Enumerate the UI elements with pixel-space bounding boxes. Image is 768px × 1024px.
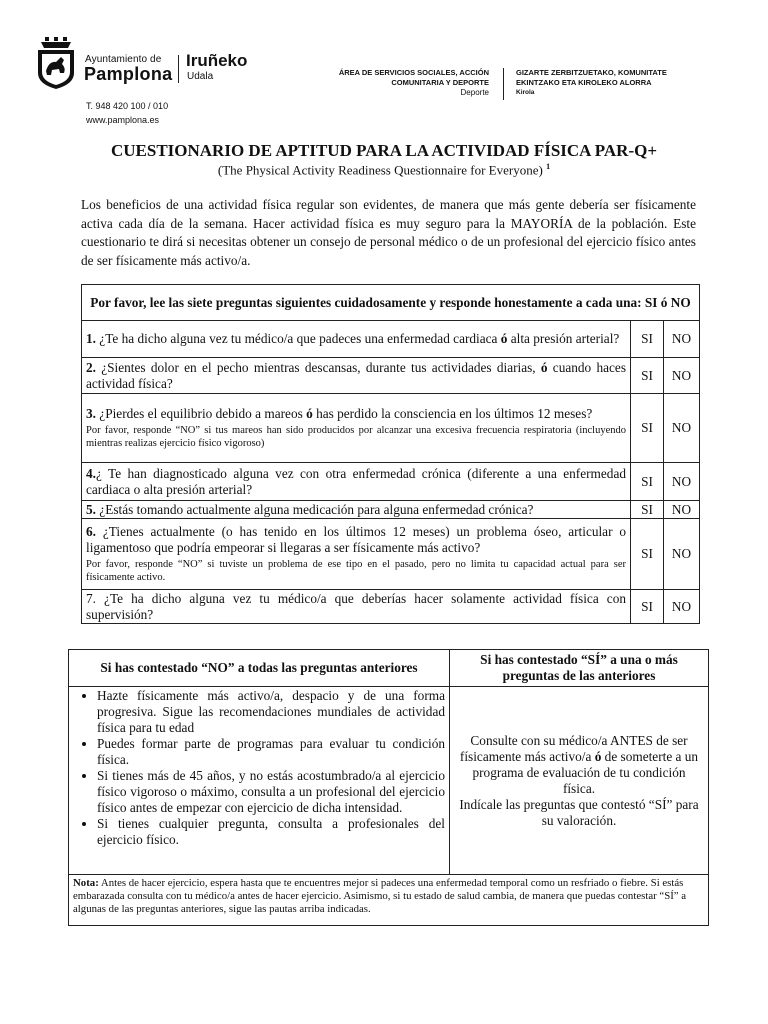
intro-paragraph: Los beneficios de una actividad física regular son evidentes, de manera que más gente debería ser físicamente activa cada día de la semana. Hacer actividad física es muy seguro para la MAYORÍA de la población. Este cuestionario te dirá si necesitas obtener un consejo de personal médico o de un profesional del ejercicio físico antes de ser físicamente más activo/a. [81, 197, 696, 268]
table-row [82, 501, 700, 519]
list-item: • Si tienes cualquier pregunta, consulta a profesionales del ejercicio físico. [97, 816, 445, 848]
logo-divider [178, 55, 179, 83]
area-es-sub: Deporte [460, 88, 489, 97]
recommendations-list [73, 688, 445, 848]
question-text [82, 519, 631, 590]
questions-header: Por favor, lee las siete preguntas siguientes cuidadosamente y responde honestamente a cada una: SI ó NO [82, 285, 700, 321]
answer-yes[interactable]: SI [631, 501, 664, 519]
question-text-a: ¿Pierdes el equilibrio debido a mareos [95, 406, 307, 421]
note-text: Antes de hacer ejercicio, espera hasta que te encuentres mejor si padeces una enfermedad temporal como un resfriado o fiebre. Si estás embarazada consulta con tu médico/a antes de hacer ejercicio. Asimismo, si tu estado de salud cambia, de manera que puedas contestar “SÍ” a algunas de las preguntas anteriores, sigue las pautas arriba indicadas. [73, 877, 687, 915]
website-link[interactable]: www.pamplona.es [86, 115, 160, 125]
question-number: 7. [86, 590, 96, 606]
question-text [82, 321, 631, 358]
answer-yes[interactable]: SI [631, 590, 664, 624]
answer-no[interactable]: NO [664, 358, 700, 394]
org-name-line1: Ayuntamiento de [85, 54, 162, 65]
table-row [82, 321, 700, 358]
answer-no[interactable]: NO [664, 321, 700, 358]
question-text [82, 358, 631, 394]
question-number: 3. [86, 406, 96, 421]
question-text-bold: ó [500, 331, 508, 346]
question-text-a: ¿Estás tomando actualmente alguna medicación para alguna enfermedad crónica? [95, 501, 534, 517]
list-item: • Puedes formar parte de programas para evaluar tu condición física. [97, 736, 445, 768]
table-row [82, 463, 700, 501]
org-name-line2: Pamplona [84, 64, 173, 84]
question-number: 4. [86, 465, 96, 481]
question-text-a: ¿Te ha dicho alguna vez tu médico/a que deberías hacer solamente actividad física con supervisión? [86, 590, 626, 622]
question-note: Por favor, responde “NO” si tus mareos han sido producidos por alcanzar una excesiva frecuencia respiratoria (incluyendo mientras realizas ejercicio físico vigoroso) [86, 425, 626, 449]
answer-no[interactable]: NO [664, 519, 700, 590]
advice-text-b: de someterte a un programa de evaluación de tu condición física. [472, 748, 699, 796]
question-note: Por favor, responde “NO” si tuviste un problema de ese tipo en el pasado, pero no limita tu capacidad actual para ser físicamente activo. [86, 559, 626, 583]
area-es-line2: COMUNITARIA Y DEPORTE [391, 78, 489, 87]
no-answers-header: Si has contestado “NO” a todas las preguntas anteriores [69, 650, 450, 687]
answer-no[interactable]: NO [664, 394, 700, 463]
answer-yes[interactable]: SI [631, 519, 664, 590]
letterhead [0, 0, 768, 140]
question-text-a: ¿Te ha dicho alguna vez tu médico/a que padeces una enfermedad cardiaca [95, 331, 501, 346]
phone-number: T. 948 420 100 / 010 [86, 101, 169, 111]
question-number: 2. [86, 359, 96, 375]
answer-no[interactable]: NO [664, 501, 700, 519]
table-row [82, 358, 700, 394]
org-basque-line1: Iruñeko [186, 51, 248, 70]
area-eu-sub: Kirola [516, 89, 535, 96]
city-crest-icon [36, 37, 76, 89]
table-row [82, 590, 700, 624]
question-text [82, 590, 631, 624]
note-label: Nota: [73, 877, 99, 889]
yes-answers-advice [450, 687, 709, 875]
question-text-a: ¿Tienes actualmente (o has tenido en los últimos 12 meses) un problema óseo, articular o ligamentoso que podría empeorar si llegaras a ser físicamente más activo? [86, 524, 626, 555]
answer-yes[interactable]: SI [631, 463, 664, 501]
area-eu-line1: GIZARTE ZERBITZUETAKO, KOMUNITATE [516, 68, 667, 77]
advice-text-a: Consulte con su médico/a ANTES de ser físicamente más activo/a [459, 732, 688, 764]
question-number: 5. [86, 501, 96, 517]
question-text [82, 501, 631, 519]
area-es-line1: ÁREA DE SERVICIOS SOCIALES, ACCIÓN [338, 68, 489, 77]
question-text-bold: ó [540, 359, 548, 375]
results-table [68, 649, 709, 926]
questions-table [81, 284, 700, 624]
question-text [82, 394, 631, 463]
list-item: • Hazte físicamente más activo/a, despacio y de una forma progresiva. Sigue las recomendaciones mundiales de actividad física para tu edad [97, 688, 445, 736]
question-text-b: alta presión arterial? [507, 331, 620, 346]
answer-yes[interactable]: SI [631, 358, 664, 394]
no-answers-recommendations [69, 687, 450, 875]
question-text [82, 463, 631, 501]
area-eu-line2: EKINTZAKO ETA KIROLEKO ALORRA [516, 78, 652, 87]
area-divider [503, 68, 504, 100]
answer-yes[interactable]: SI [631, 394, 664, 463]
answer-yes[interactable]: SI [631, 321, 664, 358]
table-row [82, 519, 700, 590]
table-row [82, 394, 700, 463]
question-text-bold: ó [306, 406, 313, 421]
question-text-b: has perdido la consciencia en los últimos 12 meses? [312, 406, 593, 421]
question-number: 6. [86, 524, 96, 539]
question-text-a: ¿Sientes dolor en el pecho mientras descansas, durante tus actividades diarias, [95, 359, 541, 375]
area-spanish [300, 68, 489, 98]
list-item: • Si tienes más de 45 años, y no estás acostumbrado/a al ejercicio físico vigoroso o máximo, consulta a un profesional del ejercicio físico antes de empezar con ejercicio de dicha intensidad. [97, 768, 445, 816]
area-basque [516, 68, 716, 98]
advice-text-bold: ó [594, 748, 602, 764]
question-text-b: cuando haces actividad física? [86, 359, 626, 391]
question-text-a: ¿ Te han diagnosticado alguna vez con otra enfermedad crónica (diferente a una enfermedad cardiaca o alta presión arterial? [86, 465, 626, 497]
subtitle-text: (The Physical Activity Readiness Questionnaire for Everyone) [217, 162, 543, 178]
answer-no[interactable]: NO [664, 590, 700, 624]
answer-no[interactable]: NO [664, 463, 700, 501]
yes-answers-header: Si has contestado “SÍ” a una o más preguntas de las anteriores [450, 650, 709, 687]
org-basque-line2: Udala [187, 71, 214, 82]
footnote-ref: 1 [546, 162, 551, 171]
note-box [69, 875, 709, 926]
question-number: 1. [86, 331, 96, 346]
document-title: CUESTIONARIO DE APTITUD PARA LA ACTIVIDAD FÍSICA PAR-Q+ [110, 141, 658, 160]
advice-text-c: Indícale las preguntas que contestó “SÍ” para su valoración. [459, 796, 699, 828]
document-subtitle [0, 162, 768, 178]
